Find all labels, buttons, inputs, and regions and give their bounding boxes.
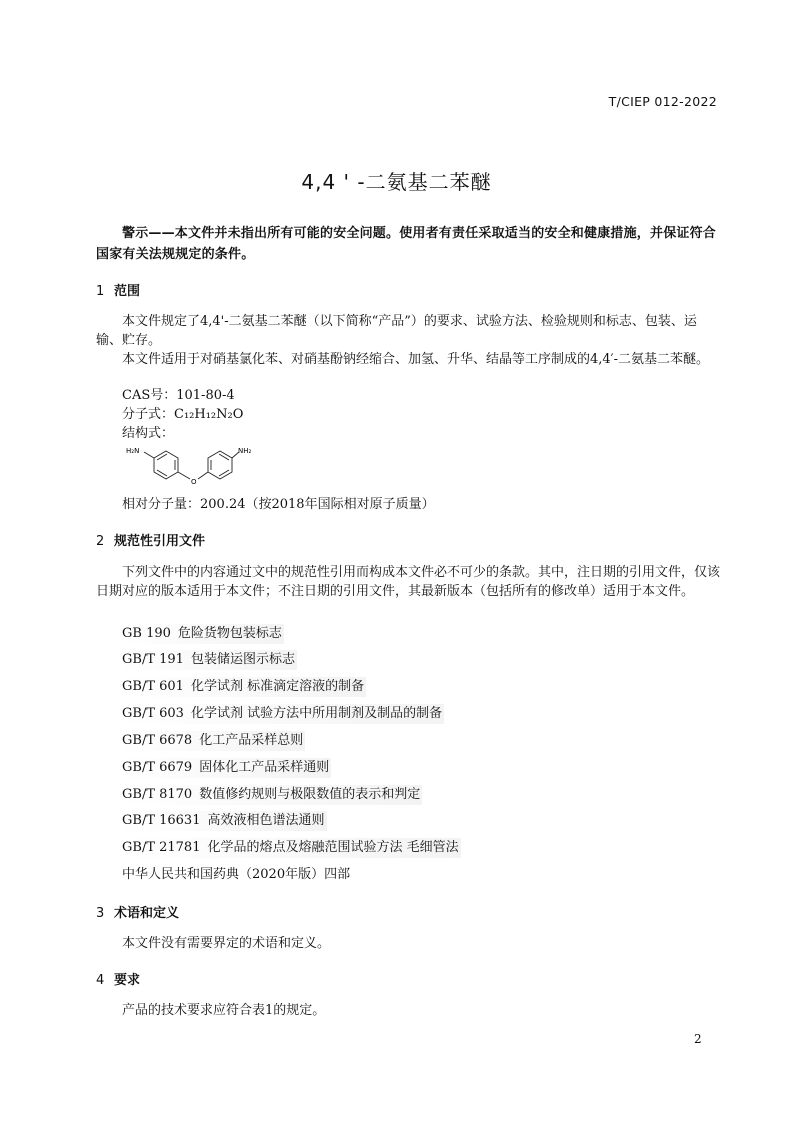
reference-item (120, 731, 305, 751)
amine-group-right: NH₂ (238, 447, 252, 455)
section-number: 1 (96, 284, 105, 299)
reference-code: GB/T 16631 (122, 813, 201, 828)
reference-title: 固体化工产品采样通则 (199, 760, 330, 775)
molecular-mass: 相对分子量：200.24（按2018年国际相对原子质量） (122, 497, 435, 512)
reference-title: 化学试剂 试验方法中所用制剂及制品的制备 (190, 706, 443, 721)
chemical-structure-diagram (118, 440, 268, 490)
section-number: 4 (96, 973, 105, 988)
amine-group-left: H₂N (126, 447, 140, 455)
reference-title: 包装储运图示标志 (190, 652, 295, 667)
section-title: 规范性引用文件 (114, 534, 206, 549)
reference-code: GB/T 191 (122, 652, 184, 667)
scope-paragraph-2: 本文件适用于对硝基氯化苯、对硝基酚钠经缩合、加氢、升华、结晶等工序制成的4,4′-二氨基二苯醚。 (122, 352, 710, 367)
reference-title: 化工产品采样总则 (199, 733, 304, 748)
reference-title: 危险货物包装标志 (177, 626, 282, 641)
section-number: 2 (96, 534, 105, 549)
structure-label: 结构式： (122, 426, 175, 441)
section-heading-normative (96, 530, 205, 549)
section-heading-requirements (96, 969, 140, 988)
section-number: 3 (96, 906, 105, 921)
reference-item (120, 811, 327, 831)
ether-oxygen: O (191, 478, 197, 486)
reference-code: GB/T 21781 (122, 840, 201, 855)
cas-number: CAS号：101-80-4 (122, 388, 235, 403)
reference-title: 数值修约规则与极限数值的表示和判定 (199, 787, 421, 802)
reference-code: GB/T 601 (122, 679, 184, 694)
pharmacopoeia-reference: 中华人民共和国药典（2020年版）四部 (122, 867, 351, 882)
page-number: 2 (694, 1032, 702, 1046)
terms-text: 本文件没有需要界定的术语和定义。 (122, 936, 331, 951)
reference-title: 高效液相色谱法通则 (207, 813, 325, 828)
normative-intro: 下列文件中的内容通过文中的规范性引用而构成本文件必不可少的条款。其中，注日期的引用文件，仅该日期对应的版本适用于本文件；不注日期的引用文件，其最新版本（包括所有的修改单）适用于本文件。 (96, 565, 721, 599)
reference-item (120, 624, 284, 644)
safety-warning: 警示——本文件并未指出所有可能的安全问题。使用者有责任采取适当的安全和健康措施，并保证符合国家有关法规规定的条件。 (96, 226, 717, 262)
reference-item (120, 677, 366, 697)
section-title: 术语和定义 (114, 906, 180, 921)
reference-title: 化学试剂 标准滴定溶液的制备 (190, 679, 365, 694)
bond-left-o (178, 472, 190, 479)
scope-paragraph-1: 本文件规定了4,4'-二氨基二苯醚（以下简称“产品”）的要求、试验方法、检验规则和标志、包装、运输、贮存。 (96, 314, 697, 348)
molecular-formula: 分子式：C₁₂H₁₂N₂O (122, 407, 244, 422)
reference-code: GB/T 8170 (122, 787, 193, 802)
section-heading-terms (96, 902, 179, 921)
document-title: 4,4 ' -二氨基二苯醚 (301, 170, 492, 194)
standard-code: T/CIEP 012-2022 (608, 94, 717, 109)
reference-code: GB/T 6678 (122, 733, 193, 748)
section-title: 范围 (114, 284, 141, 299)
bond-left-n (144, 452, 154, 458)
reference-item (120, 704, 444, 724)
reference-code: GB/T 603 (122, 706, 184, 721)
reference-title: 化学品的熔点及熔融范围试验方法 毛细管法 (207, 840, 459, 855)
reference-item (120, 650, 297, 670)
reference-item (120, 838, 461, 858)
reference-code: GB 190 (122, 626, 171, 641)
bond-right-n (232, 452, 239, 458)
reference-item (120, 758, 331, 778)
benzene-ring-right (208, 451, 232, 479)
bond-right-o (198, 472, 208, 479)
benzene-ring-left (154, 451, 178, 479)
section-heading-scope (96, 280, 140, 299)
section-title: 要求 (114, 973, 141, 988)
requirements-text: 产品的技术要求应符合表1的规定。 (122, 1003, 326, 1018)
reference-code: GB/T 6679 (122, 760, 193, 775)
reference-item (120, 785, 422, 805)
